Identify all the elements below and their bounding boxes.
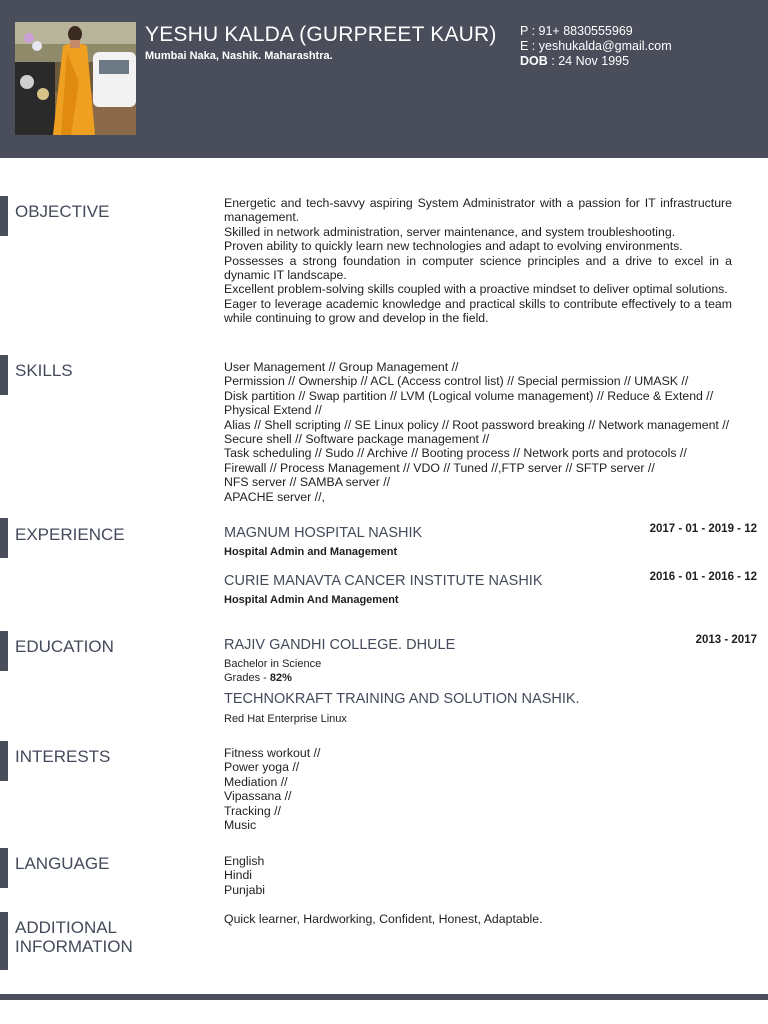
objective-line: Eager to leverage academic knowledge and practical skills to contribute effectively to a team while continuing to grow and develop in the field. bbox=[224, 296, 732, 326]
section-marker bbox=[0, 196, 8, 236]
section-marker bbox=[0, 518, 8, 558]
objective-line: Skilled in network administration, server maintenance, and system troubleshooting. bbox=[224, 224, 676, 239]
dob-label: DOB bbox=[520, 54, 548, 68]
education-grades bbox=[224, 671, 292, 685]
contact-details bbox=[520, 24, 672, 69]
interest-item: Power yoga // bbox=[224, 760, 300, 775]
header bbox=[0, 0, 768, 158]
skills-line: Alias // Shell scripting // SE Linux policy // Root password breaking // Network management // Secure shell // Software package management // bbox=[224, 417, 730, 447]
additional-title-line: ADDITIONAL bbox=[15, 918, 118, 937]
email: E : yeshukalda@gmail.com bbox=[520, 39, 672, 53]
objective-line: Proven ability to quickly learn new technologies and adapt to evolving environments. bbox=[224, 239, 683, 254]
section-title-interests: INTERESTS bbox=[15, 747, 111, 766]
skills-line: User Management // Group Management // bbox=[224, 360, 459, 374]
experience-role: Hospital Admin And Management bbox=[224, 594, 399, 606]
section-title-additional bbox=[15, 918, 133, 956]
objective-line: Energetic and tech-savvy aspiring System Administrator with a passion for IT infrastructure management. bbox=[224, 196, 732, 225]
interests-list bbox=[224, 746, 732, 832]
section-title-objective: OBJECTIVE bbox=[15, 202, 110, 221]
section-marker bbox=[0, 355, 8, 395]
skills-line: Disk partition // Swap partition // LVM (Logical volume management) // Reduce & Extend // Physical Extend // bbox=[224, 388, 714, 418]
section-title-experience: EXPERIENCE bbox=[15, 525, 125, 544]
experience-date: 2016 - 01 - 2016 - 12 bbox=[649, 571, 757, 583]
interest-item: Fitness workout // bbox=[224, 746, 321, 760]
interest-item: Vipassana // bbox=[224, 789, 292, 804]
section-marker bbox=[0, 912, 8, 970]
objective-line: Possesses a strong foundation in computer science principles and a drive to excel in a dynamic IT landscape. bbox=[224, 253, 732, 283]
objective-text bbox=[224, 196, 732, 326]
skills-line: APACHE server //, bbox=[224, 489, 325, 504]
education-degree: Red Hat Enterprise Linux bbox=[224, 713, 347, 725]
section-title-skills: SKILLS bbox=[15, 361, 73, 380]
education-org: TECHNOKRAFT TRAINING AND SOLUTION NASHIK. bbox=[224, 691, 580, 707]
section-marker bbox=[0, 631, 8, 671]
experience-org: MAGNUM HOSPITAL NASHIK bbox=[224, 525, 423, 541]
additional-title-line: INFORMATION bbox=[15, 937, 133, 956]
language-item: English bbox=[224, 854, 265, 868]
phone: P : 91+ 8830555969 bbox=[520, 24, 633, 38]
language-list bbox=[224, 854, 732, 897]
language-item: Hindi bbox=[224, 868, 253, 883]
section-marker bbox=[0, 848, 8, 888]
date-of-birth bbox=[520, 54, 672, 69]
skills-line: Task scheduling // Sudo // Archive // Booting process // Network ports and protocols // bbox=[224, 446, 687, 461]
interest-item: Music bbox=[224, 818, 257, 833]
skills-text bbox=[224, 360, 754, 504]
interest-item: Tracking // bbox=[224, 803, 281, 818]
skills-line: Permission // Ownership // ACL (Access control list) // Special permission // UMASK // bbox=[224, 374, 689, 389]
grades-value: 82% bbox=[269, 672, 292, 684]
candidate-name: YESHU KALDA (GURPREET KAUR) bbox=[145, 23, 497, 46]
skills-line: Firewall // Process Management // VDO // Tuned //,FTP server // SFTP server // bbox=[224, 460, 655, 475]
address: Mumbai Naka, Nashik. Maharashtra. bbox=[145, 50, 333, 62]
education-degree: Bachelor in Science bbox=[224, 658, 322, 670]
section-title-education: EDUCATION bbox=[15, 637, 114, 656]
dob-value: : 24 Nov 1995 bbox=[547, 54, 630, 68]
education-date: 2013 - 2017 bbox=[695, 634, 757, 646]
interest-item: Mediation // bbox=[224, 774, 288, 789]
experience-role: Hospital Admin and Management bbox=[224, 546, 398, 558]
skills-line: NFS server // SAMBA server // bbox=[224, 475, 391, 490]
section-title-language: LANGUAGE bbox=[15, 854, 110, 873]
grades-label: Grades - bbox=[224, 672, 270, 684]
education-org: RAJIV GANDHI COLLEGE. DHULE bbox=[224, 637, 456, 653]
footer-bar bbox=[0, 994, 768, 1000]
language-item: Punjabi bbox=[224, 882, 266, 897]
objective-line: Excellent problem-solving skills coupled with a proactive mindset to deliver optimal solutions. bbox=[224, 282, 728, 297]
experience-date: 2017 - 01 - 2019 - 12 bbox=[649, 523, 757, 535]
experience-org: CURIE MANAVTA CANCER INSTITUTE NASHIK bbox=[224, 573, 543, 589]
profile-photo bbox=[15, 22, 136, 135]
additional-text: Quick learner, Hardworking, Confident, Honest, Adaptable. bbox=[224, 912, 543, 926]
section-marker bbox=[0, 741, 8, 781]
